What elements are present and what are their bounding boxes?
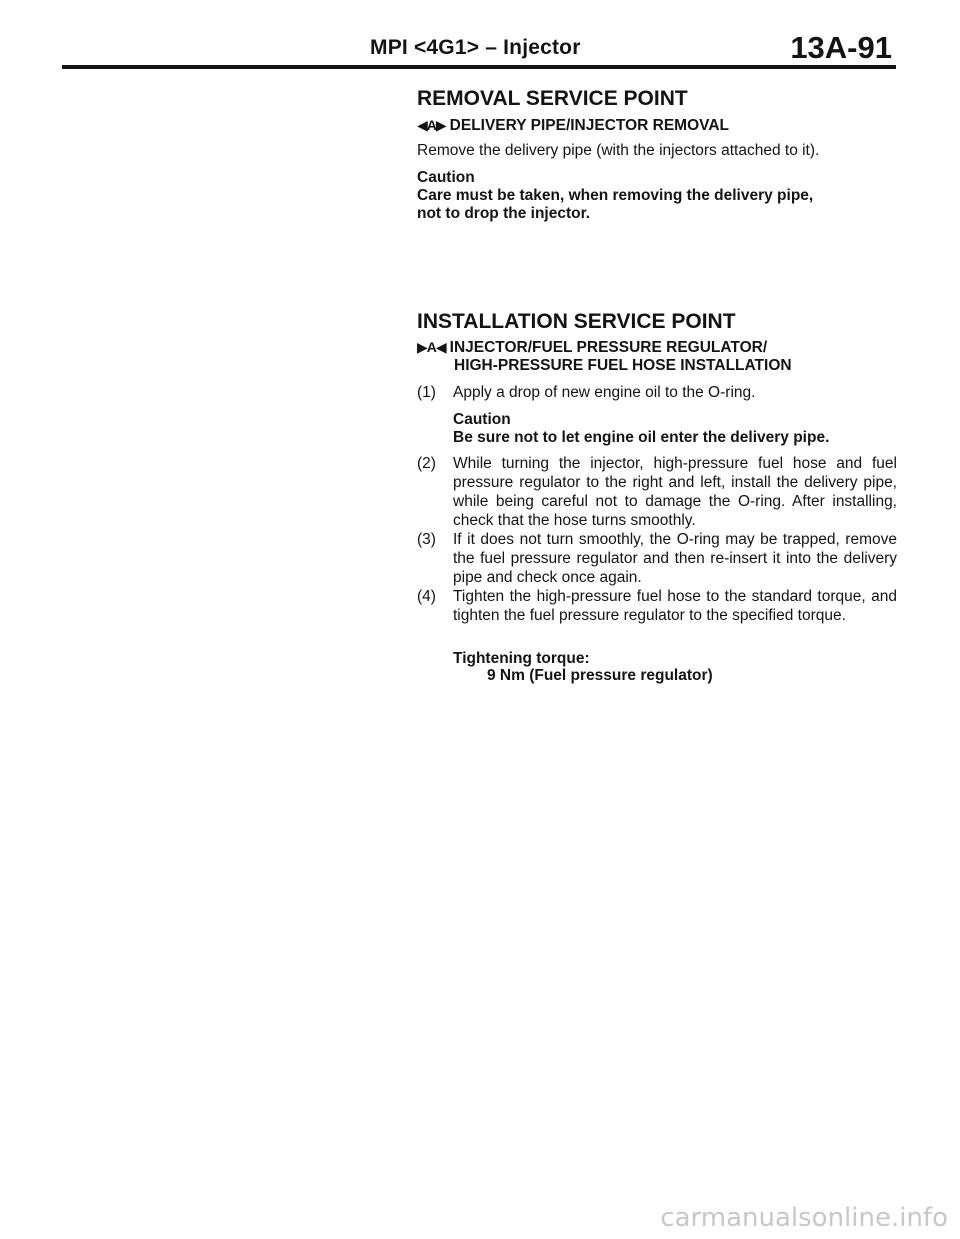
removal-marker-icon: ◀A▶	[417, 117, 446, 133]
step-1-caution-label: Caution	[453, 411, 511, 428]
step-3	[417, 530, 897, 587]
removal-caution-line2: not to drop the injector.	[417, 205, 591, 222]
installation-marker-icon: ▶A◀	[417, 339, 446, 355]
step-3-number: (3)	[417, 531, 436, 548]
installation-subheading-row	[417, 338, 897, 357]
removal-caution-line1: Care must be taken, when removing the delivery pipe,	[417, 187, 814, 204]
step-1-text: Apply a drop of new engine oil to the O-ring.	[453, 384, 756, 401]
step-2	[417, 454, 897, 530]
removal-text: Remove the delivery pipe (with the injectors attached to it).	[417, 142, 820, 159]
step-4-number: (4)	[417, 588, 436, 605]
step-4	[417, 587, 897, 625]
step-4-text: Tighten the high-pressure fuel hose to the standard torque, and tighten the fuel pressure regulator to the specified torque.	[453, 588, 897, 624]
page-title: MPI <4G1> – Injector	[370, 36, 581, 59]
step-3-text: If it does not turn smoothly, the O-ring may be trapped, remove the fuel pressure regulator and then re-insert it into the delivery pipe and check once again.	[453, 531, 897, 586]
torque-label: Tightening torque:	[453, 650, 590, 667]
footer-watermark: carmanualsonline.info	[660, 1203, 948, 1233]
step-1-number: (1)	[417, 384, 436, 401]
step-2-text: While turning the injector, high-pressure fuel hose and fuel pressure regulator to the right and left, install the delivery pipe, while being careful not to damage the O-ring. After installing, check that the hose turns smoothly.	[453, 455, 897, 529]
installation-subheading-line2: HIGH-PRESSURE FUEL HOSE INSTALLATION	[454, 357, 792, 374]
removal-subheading: DELIVERY PIPE/INJECTOR REMOVAL	[449, 117, 729, 134]
header-rule	[62, 65, 896, 69]
removal-heading: REMOVAL SERVICE POINT	[417, 87, 688, 110]
step-1-caution-text: Be sure not to let engine oil enter the delivery pipe.	[453, 429, 830, 446]
step-2-number: (2)	[417, 455, 436, 472]
step-1	[417, 383, 897, 402]
installation-subheading-line1: INJECTOR/FUEL PRESSURE REGULATOR/	[449, 339, 768, 356]
removal-subheading-row	[417, 116, 897, 135]
installation-heading: INSTALLATION SERVICE POINT	[417, 310, 736, 333]
torque-value: 9 Nm (Fuel pressure regulator)	[487, 667, 713, 684]
removal-caution-label: Caution	[417, 169, 475, 186]
page-number: 13A-91	[790, 30, 892, 65]
